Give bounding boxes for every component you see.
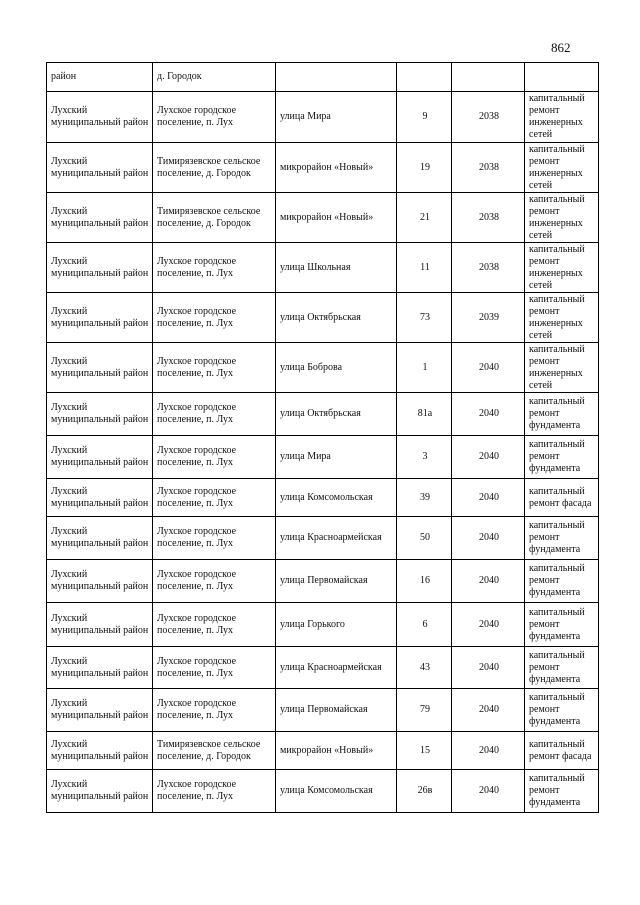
work-type-cell: капитальный ремонт фундамента	[525, 689, 599, 732]
settlement-cell: Лухское городское поселение, п. Лух	[153, 603, 276, 647]
district-cell: Лухский муниципальный район	[47, 393, 153, 436]
settlement-cell: Тимирязевское сельское поселение, д. Городок	[153, 732, 276, 770]
settlement-cell: Лухское городское поселение, п. Лух	[153, 343, 276, 393]
year-cell: 2040	[452, 517, 525, 560]
street-cell: улица Боброва	[276, 343, 397, 393]
work-type-cell: капитальный ремонт фундамента	[525, 647, 599, 689]
year-cell: 2040	[452, 732, 525, 770]
district-cell: Лухский муниципальный район	[47, 647, 153, 689]
district-cell: Лухский муниципальный район	[47, 479, 153, 517]
street-cell: улица Школьная	[276, 243, 397, 293]
house-number-cell: 50	[397, 517, 452, 560]
settlement-cell: Тимирязевское сельское поселение, д. Городок	[153, 193, 276, 243]
year-cell: 2040	[452, 393, 525, 436]
street-cell	[276, 63, 397, 92]
table-row	[47, 603, 599, 647]
table-body	[47, 63, 599, 813]
work-type-cell: капитальный ремонт инженерных сетей	[525, 193, 599, 243]
settlement-cell: Лухское городское поселение, п. Лух	[153, 689, 276, 732]
table-row	[47, 732, 599, 770]
table-row	[47, 689, 599, 732]
settlement-cell: Лухское городское поселение, п. Лух	[153, 517, 276, 560]
house-number-cell: 9	[397, 92, 452, 143]
house-number-cell: 16	[397, 560, 452, 603]
year-cell: 2038	[452, 92, 525, 143]
district-cell: Лухский муниципальный район	[47, 293, 153, 343]
work-type-cell: капитальный ремонт фундамента	[525, 393, 599, 436]
settlement-cell: Лухское городское поселение, п. Лух	[153, 293, 276, 343]
year-cell: 2040	[452, 479, 525, 517]
house-number-cell: 19	[397, 143, 452, 193]
table-row	[47, 92, 599, 143]
district-cell: Лухский муниципальный район	[47, 243, 153, 293]
settlement-cell: д. Городок	[153, 63, 276, 92]
settlement-cell: Лухское городское поселение, п. Лух	[153, 647, 276, 689]
street-cell: улица Комсомольская	[276, 479, 397, 517]
house-number-cell: 21	[397, 193, 452, 243]
work-type-cell: капитальный ремонт инженерных сетей	[525, 143, 599, 193]
table-row	[47, 436, 599, 479]
year-cell: 2040	[452, 436, 525, 479]
repair-schedule-table	[46, 62, 599, 813]
settlement-cell: Лухское городское поселение, п. Лух	[153, 770, 276, 813]
table-row	[47, 393, 599, 436]
work-type-cell: капитальный ремонт фундамента	[525, 517, 599, 560]
table-row	[47, 293, 599, 343]
table-row	[47, 193, 599, 243]
table-row	[47, 143, 599, 193]
district-cell: Лухский муниципальный район	[47, 732, 153, 770]
settlement-cell: Лухское городское поселение, п. Лух	[153, 92, 276, 143]
district-cell: Лухский муниципальный район	[47, 517, 153, 560]
house-number-cell: 3	[397, 436, 452, 479]
house-number-cell: 11	[397, 243, 452, 293]
house-number-cell: 6	[397, 603, 452, 647]
year-cell: 2040	[452, 603, 525, 647]
work-type-cell: капитальный ремонт инженерных сетей	[525, 92, 599, 143]
house-number-cell: 79	[397, 689, 452, 732]
work-type-cell: капитальный ремонт фундамента	[525, 560, 599, 603]
street-cell: улица Комсомольская	[276, 770, 397, 813]
street-cell: улица Горького	[276, 603, 397, 647]
street-cell: улица Первомайская	[276, 689, 397, 732]
street-cell: микрорайон «Новый»	[276, 732, 397, 770]
work-type-cell: капитальный ремонт фасада	[525, 479, 599, 517]
table-row	[47, 560, 599, 603]
work-type-cell: капитальный ремонт инженерных сетей	[525, 293, 599, 343]
work-type-cell: капитальный ремонт фундамента	[525, 770, 599, 813]
district-cell: Лухский муниципальный район	[47, 436, 153, 479]
year-cell: 2040	[452, 689, 525, 732]
settlement-cell: Лухское городское поселение, п. Лух	[153, 560, 276, 603]
table-row	[47, 243, 599, 293]
house-number-cell: 73	[397, 293, 452, 343]
work-type-cell: капитальный ремонт фундамента	[525, 603, 599, 647]
street-cell: улица Октябрьская	[276, 393, 397, 436]
work-type-cell: капитальный ремонт фундамента	[525, 436, 599, 479]
district-cell: Лухский муниципальный район	[47, 92, 153, 143]
work-type-cell: капитальный ремонт инженерных сетей	[525, 343, 599, 393]
year-cell	[452, 63, 525, 92]
table-row	[47, 479, 599, 517]
street-cell: улица Мира	[276, 436, 397, 479]
year-cell: 2038	[452, 143, 525, 193]
street-cell: улица Красноармейская	[276, 647, 397, 689]
table-row	[47, 343, 599, 393]
settlement-cell: Лухское городское поселение, п. Лух	[153, 243, 276, 293]
district-cell: Лухский муниципальный район	[47, 603, 153, 647]
year-cell: 2040	[452, 560, 525, 603]
house-number-cell: 39	[397, 479, 452, 517]
year-cell: 2040	[452, 343, 525, 393]
street-cell: микрорайон «Новый»	[276, 143, 397, 193]
street-cell: улица Мира	[276, 92, 397, 143]
district-cell: Лухский муниципальный район	[47, 560, 153, 603]
district-cell: Лухский муниципальный район	[47, 193, 153, 243]
year-cell: 2038	[452, 243, 525, 293]
district-cell: район	[47, 63, 153, 92]
district-cell: Лухский муниципальный район	[47, 689, 153, 732]
year-cell: 2038	[452, 193, 525, 243]
house-number-cell: 81а	[397, 393, 452, 436]
district-cell: Лухский муниципальный район	[47, 343, 153, 393]
street-cell: улица Первомайская	[276, 560, 397, 603]
house-number-cell: 43	[397, 647, 452, 689]
work-type-cell: капитальный ремонт фасада	[525, 732, 599, 770]
district-cell: Лухский муниципальный район	[47, 143, 153, 193]
street-cell: улица Красноармейская	[276, 517, 397, 560]
street-cell: микрорайон «Новый»	[276, 193, 397, 243]
table-row	[47, 647, 599, 689]
table-row	[47, 517, 599, 560]
year-cell: 2040	[452, 770, 525, 813]
table-row	[47, 770, 599, 813]
year-cell: 2039	[452, 293, 525, 343]
house-number-cell: 26в	[397, 770, 452, 813]
work-type-cell	[525, 63, 599, 92]
street-cell: улица Октябрьская	[276, 293, 397, 343]
house-number-cell: 15	[397, 732, 452, 770]
page-number: 862	[551, 40, 571, 55]
settlement-cell: Тимирязевское сельское поселение, д. Городок	[153, 143, 276, 193]
year-cell: 2040	[452, 647, 525, 689]
settlement-cell: Лухское городское поселение, п. Лух	[153, 393, 276, 436]
district-cell: Лухский муниципальный район	[47, 770, 153, 813]
house-number-cell: 1	[397, 343, 452, 393]
settlement-cell: Лухское городское поселение, п. Лух	[153, 479, 276, 517]
settlement-cell: Лухское городское поселение, п. Лух	[153, 436, 276, 479]
house-number-cell	[397, 63, 452, 92]
work-type-cell: капитальный ремонт инженерных сетей	[525, 243, 599, 293]
table-row	[47, 63, 599, 92]
